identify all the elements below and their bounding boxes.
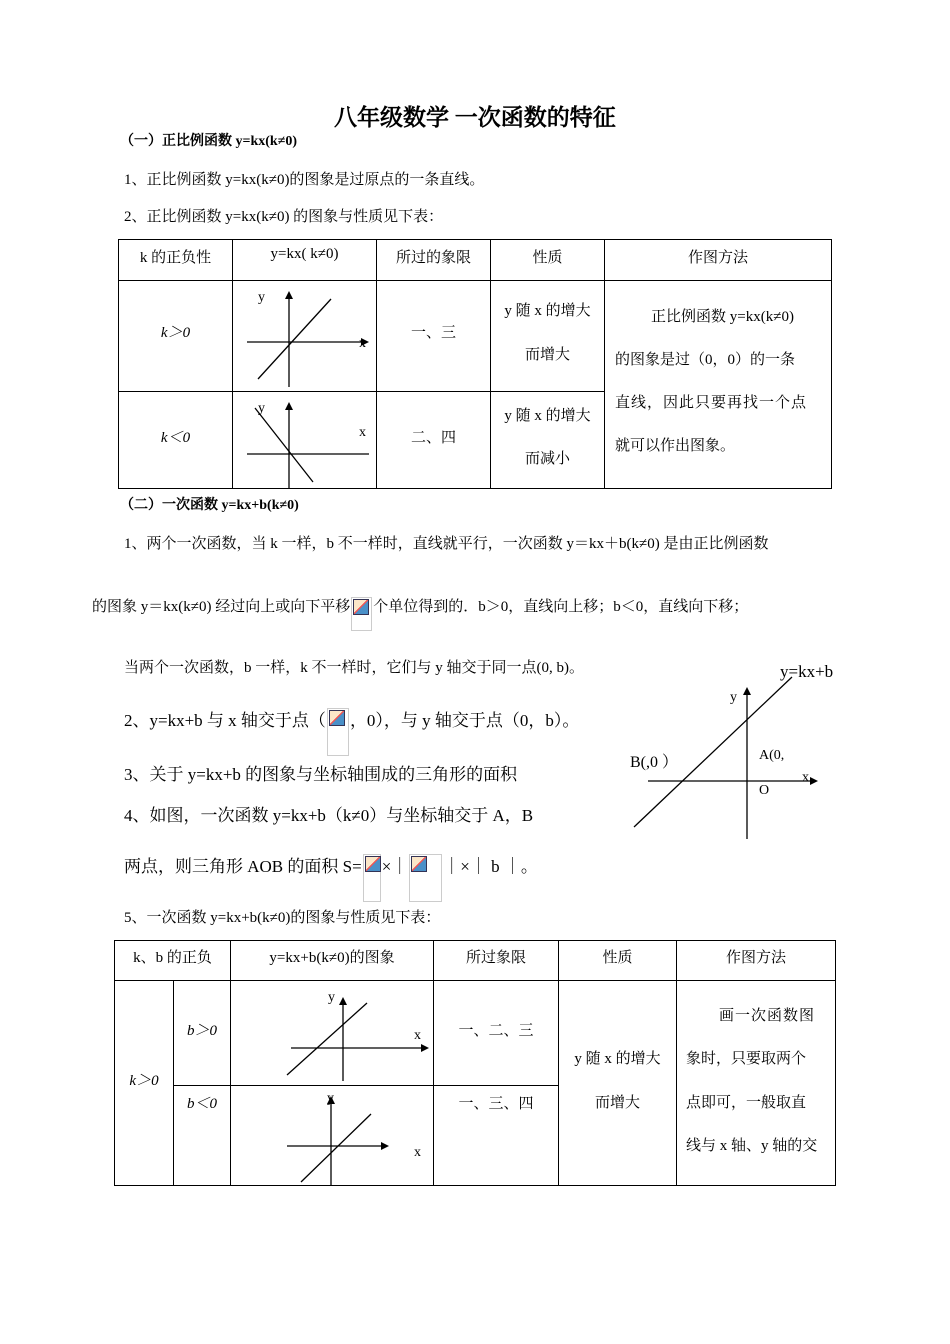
- svg-text:A(0,: A(0,: [759, 748, 785, 763]
- table-cell: k＞0: [114, 980, 174, 1186]
- svg-text:y: y: [327, 1091, 334, 1106]
- paragraph: 1、正比例函数 y=kx(k≠0)的图象是过原点的一条直线。: [124, 172, 485, 188]
- table-cell: 一、二、三: [433, 980, 559, 1086]
- svg-text:y: y: [328, 990, 335, 1005]
- graph-cell: [232, 391, 377, 489]
- table-cell: b＜0: [173, 1085, 231, 1186]
- table-header: y=kx( k≠0): [232, 239, 377, 281]
- table-header: 性质: [558, 940, 677, 981]
- graph-cell: [230, 980, 434, 1086]
- graph-cell: [232, 280, 377, 392]
- paragraph: 4、如图，一次函数 y=kx+b（k≠0）与坐标轴交于 A，B: [124, 806, 534, 825]
- page-title: 八年级数学 一次函数的特征: [334, 105, 616, 130]
- broken-image-icon: [363, 854, 381, 902]
- section-2-heading: （二）一次函数 y=kx+b(k≠0): [120, 498, 299, 513]
- svg-text:O: O: [759, 783, 770, 798]
- paragraph: 的图象 y＝kx(k≠0) 经过向上或向下平移 个单位得到的．b＞0，直线向上移；b＜0，直线向下移；: [92, 595, 748, 631]
- figure-linear-function: [620, 655, 860, 855]
- svg-text:x: x: [414, 1145, 421, 1160]
- table-cell: y 随 x 的增大 而减小: [490, 391, 605, 489]
- paragraph: 当两个一次函数，b 一样，k 不一样时，它们与 y 轴交于同一点(0, b)。: [124, 660, 584, 676]
- graph-cell: [230, 1085, 434, 1186]
- paragraph: 2、y=kx+b 与 x 轴交于点（ ，0），与 y 轴交于点（0，b）。: [124, 706, 579, 756]
- paragraph: 3、关于 y=kx+b 的图象与坐标轴围成的三角形的面积: [124, 765, 518, 784]
- svg-text:x: x: [414, 1028, 421, 1043]
- table-header: 所过象限: [433, 940, 559, 981]
- svg-text:x: x: [359, 336, 366, 351]
- svg-text:x: x: [802, 770, 809, 785]
- table-cell: 一、三、四: [433, 1085, 559, 1186]
- broken-image-icon: [327, 708, 349, 756]
- broken-image-icon: [351, 597, 372, 631]
- table-header: 所过的象限: [376, 239, 491, 281]
- table-header: k、b 的正负: [114, 940, 231, 981]
- paragraph: 5、一次函数 y=kx+b(k≠0)的图象与性质见下表：: [124, 910, 441, 926]
- table-cell: 二、四: [376, 391, 491, 489]
- table-cell: k＜0: [118, 391, 233, 489]
- paragraph: 2、正比例函数 y=kx(k≠0) 的图象与性质见下表：: [124, 209, 444, 225]
- table-header: 作图方法: [604, 239, 832, 281]
- table-header: 性质: [490, 239, 605, 281]
- table-header: 作图方法: [676, 940, 836, 981]
- table-header: k 的正负性: [118, 239, 233, 281]
- paragraph: 两点，则三角形 AOB 的面积 S= ×｜ ｜×｜ b ｜。: [124, 852, 538, 902]
- method-cell: 正比例函数 y=kx(k≠0) 的图象是过（0，0）的一条 直线，因此只要再找一个点 就可以作出图象。: [604, 280, 832, 489]
- broken-image-icon: [409, 854, 442, 902]
- svg-text:x: x: [359, 425, 366, 440]
- graph-k-positive: [233, 281, 378, 393]
- paragraph: 1、两个一次函数，当 k 一样，b 不一样时，直线就平行，一次函数 y＝kx＋b(k≠0) 是由正比例函数: [124, 536, 769, 552]
- table-cell: 一、三: [376, 280, 491, 392]
- table-cell: y 随 x 的增大 而增大: [558, 980, 677, 1186]
- graph-k-negative: [233, 392, 378, 490]
- graph-b-negative: [231, 1086, 435, 1187]
- method-cell: 画一次函数图 象时，只要取两个 点即可，一般取直 线与 x 轴、y 轴的交: [676, 980, 836, 1186]
- table-cell: b＞0: [173, 980, 231, 1086]
- svg-text:y=kx+b: y=kx+b: [780, 662, 834, 681]
- section-1-heading: （一）正比例函数 y=kx(k≠0): [120, 134, 298, 149]
- svg-text:B(,0 ）: B(,0 ）: [630, 754, 679, 771]
- table-cell: k＞0: [118, 280, 233, 392]
- svg-text:y: y: [258, 401, 265, 416]
- table-header: y=kx+b(k≠0)的图象: [230, 940, 434, 981]
- svg-text:y: y: [258, 290, 265, 305]
- svg-text:y: y: [730, 690, 737, 705]
- table-cell: y 随 x 的增大 而增大: [490, 280, 605, 392]
- graph-b-positive: [231, 981, 435, 1087]
